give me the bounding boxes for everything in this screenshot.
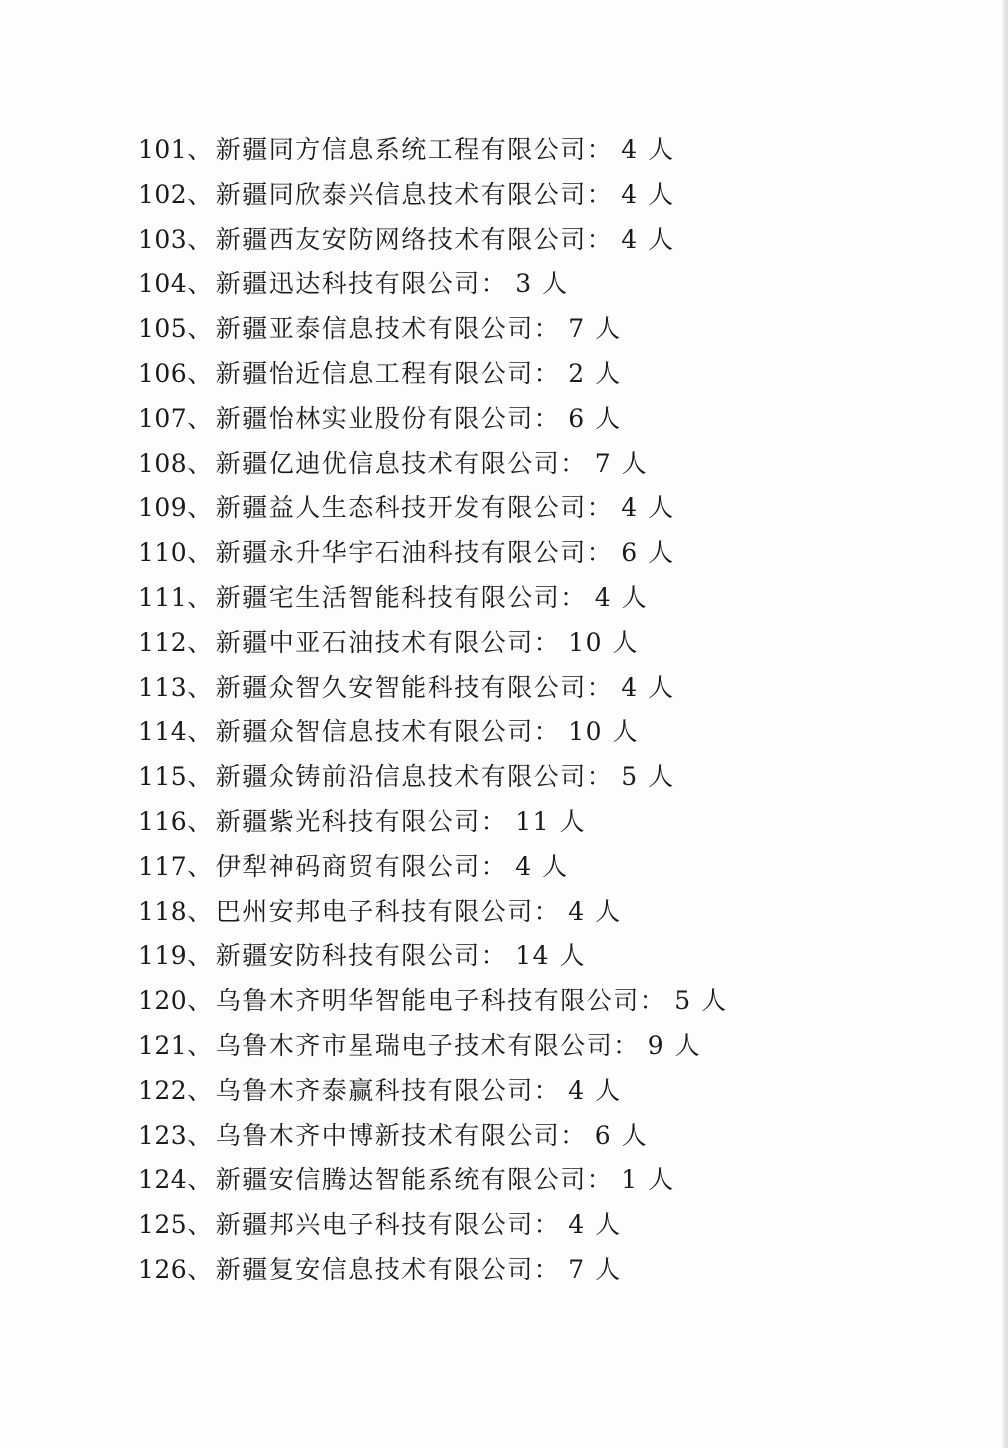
- item-number: 103: [138, 224, 188, 254]
- item-separator: 、: [187, 448, 214, 478]
- item-separator: 、: [187, 896, 214, 926]
- list-item: [138, 173, 728, 218]
- list-item: [138, 710, 728, 755]
- item-separator: 、: [187, 538, 214, 568]
- list-item: [138, 352, 728, 397]
- item-number: 102: [138, 179, 188, 209]
- company-name: 新疆亿迪优信息技术有限公司：: [215, 448, 587, 478]
- list-item: [138, 1114, 728, 1159]
- person-count: 14 人: [515, 941, 587, 971]
- company-name: 新疆永升华宇石油科技有限公司：: [215, 538, 614, 568]
- item-number: 125: [138, 1210, 188, 1240]
- person-count: 1 人: [621, 1165, 675, 1195]
- item-number: 114: [138, 717, 188, 747]
- person-count: 6 人: [621, 538, 675, 568]
- item-separator: 、: [187, 941, 214, 971]
- person-count: 7 人: [568, 314, 622, 344]
- list-item: [138, 621, 728, 666]
- item-number: 107: [138, 403, 188, 433]
- person-count: 5 人: [674, 986, 728, 1016]
- item-number: 121: [138, 1030, 188, 1060]
- person-count: 4 人: [621, 672, 675, 702]
- item-separator: 、: [187, 403, 214, 433]
- item-separator: 、: [187, 1030, 214, 1060]
- list-item: [138, 1069, 728, 1114]
- person-count: 3 人: [515, 269, 569, 299]
- company-name: 新疆同方信息系统工程有限公司：: [215, 135, 614, 164]
- list-item: [138, 1024, 728, 1069]
- item-separator: 、: [187, 493, 214, 523]
- item-separator: 、: [187, 762, 214, 792]
- item-separator: 、: [187, 1075, 214, 1105]
- item-separator: 、: [187, 672, 214, 702]
- scan-edge-shadow: [1002, 0, 1008, 1448]
- person-count: 4 人: [568, 896, 622, 926]
- item-number: 101: [138, 135, 188, 164]
- item-separator: 、: [187, 269, 214, 299]
- person-count: 10 人: [568, 717, 640, 747]
- person-count: 4 人: [568, 1210, 622, 1240]
- item-number: 110: [138, 538, 188, 568]
- list-item: [138, 666, 728, 711]
- person-count: 4 人: [515, 851, 569, 881]
- list-item: [138, 486, 728, 531]
- item-separator: 、: [187, 806, 214, 836]
- item-number: 113: [138, 672, 188, 702]
- item-number: 120: [138, 986, 188, 1016]
- item-separator: 、: [187, 1210, 214, 1240]
- item-number: 112: [138, 627, 188, 657]
- company-name: 新疆怡近信息工程有限公司：: [215, 358, 561, 388]
- list-item: [138, 890, 728, 935]
- list-item: [138, 218, 728, 263]
- list-item: [138, 845, 728, 890]
- item-number: 119: [138, 941, 188, 971]
- company-name: 新疆安信腾达智能系统有限公司：: [215, 1165, 614, 1195]
- company-name: 新疆迅达科技有限公司：: [215, 269, 508, 299]
- company-name: 新疆同欣泰兴信息技术有限公司：: [215, 179, 614, 209]
- item-separator: 、: [187, 224, 214, 254]
- item-number: 126: [138, 1254, 188, 1284]
- item-number: 124: [138, 1165, 188, 1195]
- company-name: 新疆亚泰信息技术有限公司：: [215, 314, 561, 344]
- person-count: 10 人: [568, 627, 640, 657]
- person-count: 4 人: [621, 224, 675, 254]
- person-count: 4 人: [594, 582, 649, 612]
- company-name: 新疆中亚石油技术有限公司：: [215, 627, 561, 657]
- item-separator: 、: [187, 1254, 214, 1284]
- list-item: [138, 397, 728, 442]
- company-name: 新疆众智信息技术有限公司：: [215, 717, 561, 747]
- list-item: [138, 576, 728, 621]
- list-item: [138, 128, 728, 173]
- list-item: [138, 307, 728, 352]
- item-number: 104: [138, 269, 188, 299]
- list-item: [138, 1158, 728, 1203]
- person-count: 2 人: [568, 358, 622, 388]
- company-name: 巴州安邦电子科技有限公司：: [215, 896, 561, 926]
- item-separator: 、: [187, 582, 214, 612]
- company-name: 乌鲁木齐中博新技术有限公司：: [215, 1120, 587, 1150]
- item-number: 118: [138, 896, 188, 926]
- person-count: 6 人: [568, 403, 622, 433]
- company-name: 新疆紫光科技有限公司：: [215, 806, 508, 836]
- company-list: [138, 128, 728, 1293]
- item-number: 116: [138, 806, 188, 836]
- item-number: 108: [138, 448, 188, 478]
- item-separator: 、: [187, 717, 214, 747]
- item-separator: 、: [187, 627, 214, 657]
- item-separator: 、: [187, 1165, 214, 1195]
- company-name: 乌鲁木齐明华智能电子科技有限公司：: [215, 986, 667, 1016]
- item-separator: 、: [187, 986, 214, 1016]
- item-separator: 、: [187, 1120, 214, 1150]
- item-separator: 、: [187, 135, 214, 164]
- company-name: 新疆邦兴电子科技有限公司：: [215, 1210, 561, 1240]
- list-item: [138, 442, 728, 487]
- item-separator: 、: [187, 179, 214, 209]
- person-count: 9 人: [647, 1030, 702, 1060]
- item-number: 122: [138, 1075, 188, 1105]
- person-count: 11 人: [515, 806, 587, 836]
- person-count: 7 人: [568, 1254, 622, 1284]
- item-separator: 、: [187, 851, 214, 881]
- list-item: [138, 1248, 728, 1293]
- company-name: 新疆复安信息技术有限公司：: [215, 1254, 561, 1284]
- item-number: 111: [138, 582, 188, 612]
- person-count: 5 人: [621, 762, 675, 792]
- company-name: 新疆安防科技有限公司：: [215, 941, 508, 971]
- company-name: 新疆西友安防网络技术有限公司：: [215, 224, 614, 254]
- list-item: [138, 531, 728, 576]
- item-number: 109: [138, 493, 188, 523]
- list-item: [138, 1203, 728, 1248]
- person-count: 4 人: [621, 179, 675, 209]
- person-count: 6 人: [594, 1120, 649, 1150]
- item-number: 105: [138, 314, 188, 344]
- company-name: 乌鲁木齐市星瑞电子技术有限公司：: [215, 1030, 640, 1060]
- list-item: [138, 262, 728, 307]
- company-name: 新疆益人生态科技开发有限公司：: [215, 493, 614, 523]
- person-count: 4 人: [621, 493, 675, 523]
- list-item: [138, 755, 728, 800]
- item-separator: 、: [187, 314, 214, 344]
- company-name: 新疆怡林实业股份有限公司：: [215, 403, 561, 433]
- item-number: 117: [138, 851, 188, 881]
- item-number: 115: [138, 762, 188, 792]
- company-name: 新疆众铸前沿信息技术有限公司：: [215, 762, 614, 792]
- list-item: [138, 979, 728, 1024]
- list-item: [138, 800, 728, 845]
- company-name: 伊犁神码商贸有限公司：: [215, 851, 508, 881]
- person-count: 4 人: [568, 1075, 622, 1105]
- item-number: 123: [138, 1120, 188, 1150]
- person-count: 7 人: [594, 448, 649, 478]
- company-name: 新疆宅生活智能科技有限公司：: [215, 582, 587, 612]
- item-number: 106: [138, 358, 188, 388]
- company-name: 乌鲁木齐泰赢科技有限公司：: [215, 1075, 561, 1105]
- item-separator: 、: [187, 358, 214, 388]
- list-item: [138, 934, 728, 979]
- person-count: 4 人: [621, 135, 675, 164]
- company-name: 新疆众智久安智能科技有限公司：: [215, 672, 614, 702]
